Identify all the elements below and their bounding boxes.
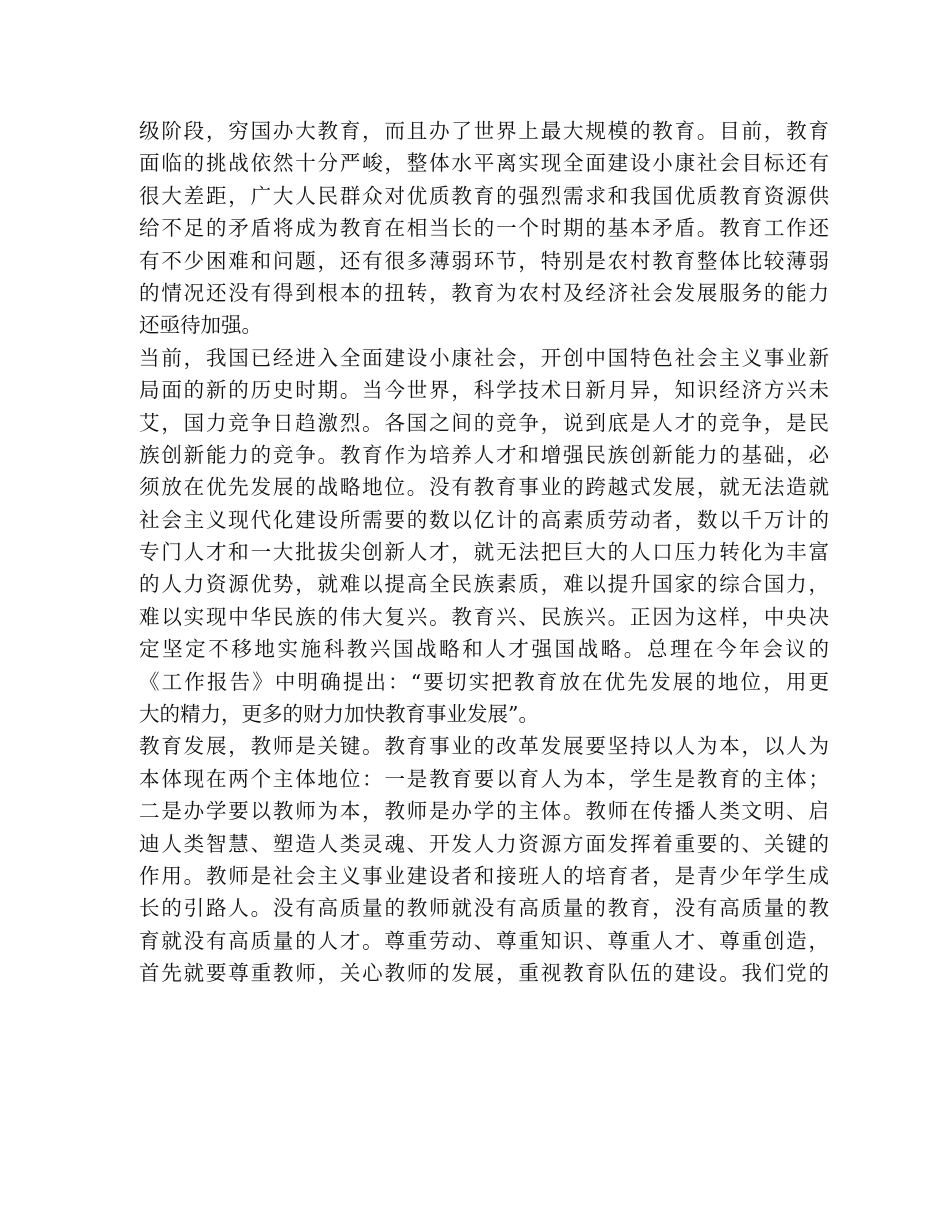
text-line: 的人力资源优势，就难以提高全民族素质，难以提升国家的综合国力， (139, 572, 829, 597)
paragraph-1 (139, 115, 829, 342)
text-line: 专门人才和一大批拔尖创新人才，就无法把巨大的人口压力转化为丰富 (139, 540, 829, 565)
text-line: 难以实现中华民族的伟大复兴。教育兴、民族兴。正因为这样，中央决 (139, 604, 829, 629)
text-line: 本体现在两个主体地位：一是教育要以育人为本，学生是教育的主体； (139, 766, 829, 791)
text-line: 给不足的矛盾将成为教育在相当长的一个时期的基本矛盾。教育工作还 (139, 216, 829, 241)
text-line: 级阶段，穷国办大教育，而且办了世界上最大规模的教育。目前，教育 (139, 119, 829, 143)
text-line: 很大差距，广大人民群众对优质教育的强烈需求和我国优质教育资源供 (139, 183, 829, 208)
paragraph-3 (139, 730, 829, 989)
text-line: 须放在优先发展的战略地位。没有教育事业的跨越式发展，就无法造就 (139, 475, 829, 500)
text-line: 族创新能力的竞争。教育作为培养人才和增强民族创新能力的基础，必 (139, 442, 829, 467)
text-line: 有不少困难和问题，还有很多薄弱环节，特别是农村教育整体比较薄弱 (139, 248, 829, 273)
text-line: 《工作报告》中明确提出：“要切实把教育放在优先发展的地位，用更 (139, 669, 829, 694)
paragraph-2 (139, 342, 829, 731)
text-line: 当前，我国已经进入全面建设小康社会，开创中国特色社会主义事业新 (139, 345, 829, 370)
text-line: 面临的挑战依然十分严峻，整体水平离实现全面建设小康社会目标还有 (139, 151, 829, 176)
body-text (139, 115, 829, 990)
text-line: 大的精力，更多的财力加快教育事业发展”。 (139, 702, 539, 727)
text-line: 艾，国力竞争日趋激烈。各国之间的竞争，说到底是人才的竞争，是民 (139, 410, 829, 435)
text-line: 的情况还没有得到根本的扭转，教育为农村及经济社会发展服务的能力 (139, 280, 829, 305)
text-line: 还亟待加强。 (139, 313, 262, 338)
text-line: 二是办学要以教师为本，教师是办学的主体。教师在传播人类文明、启 (139, 799, 829, 824)
text-line: 长的引路人。没有高质量的教师就没有高质量的教育，没有高质量的教 (139, 896, 829, 921)
text-line: 局面的新的历史时期。当今世界，科学技术日新月异，知识经济方兴未 (139, 378, 829, 403)
text-line: 首先就要尊重教师，关心教师的发展，重视教育队伍的建设。我们党的 (139, 961, 829, 986)
text-line: 教育发展，教师是关键。教育事业的改革发展要坚持以人为本，以人为 (139, 734, 829, 759)
text-line: 迪人类智慧、塑造人类灵魂、开发人力资源方面发挥着重要的、关键的 (139, 831, 829, 856)
text-line: 定坚定不移地实施科教兴国战略和人才强国战略。总理在今年会议的 (139, 637, 829, 662)
text-line: 作用。教师是社会主义事业建设者和接班人的培育者，是青少年学生成 (139, 863, 829, 888)
text-line: 社会主义现代化建设所需要的数以亿计的高素质劳动者，数以千万计的 (139, 507, 829, 532)
text-line: 育就没有高质量的人才。尊重劳动、尊重知识、尊重人才、尊重创造， (139, 928, 829, 953)
